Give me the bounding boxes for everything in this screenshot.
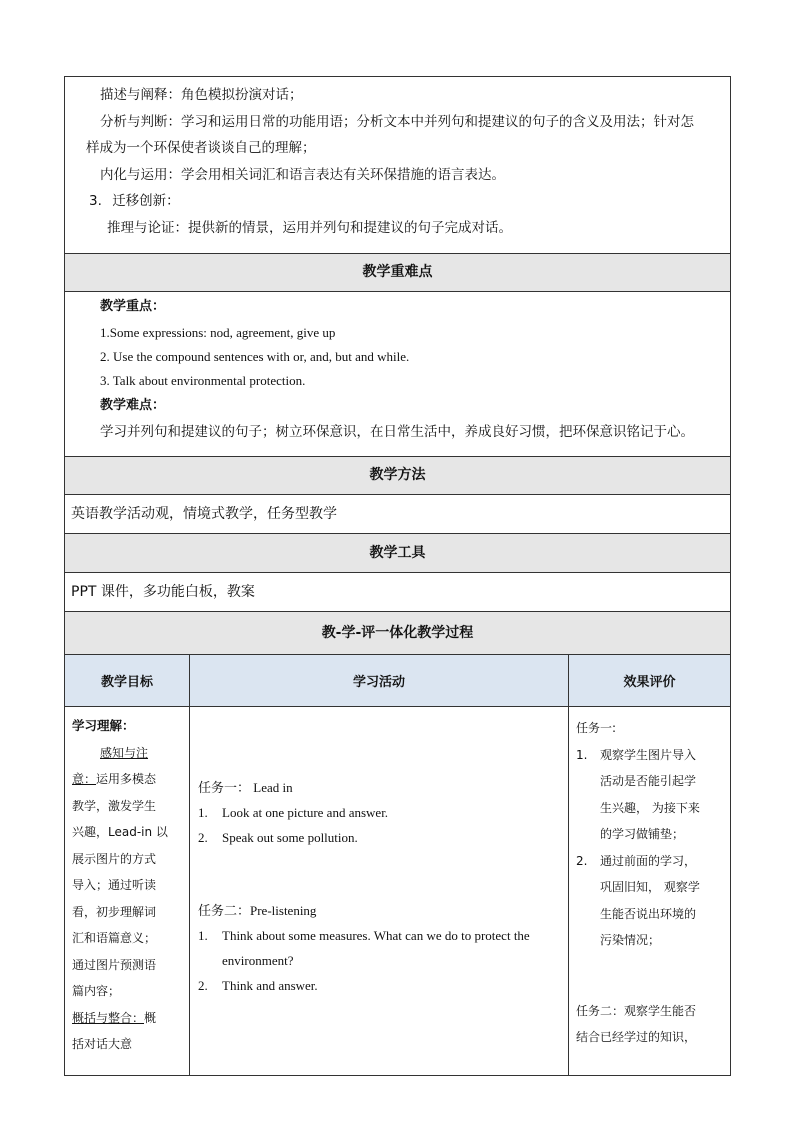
item-title: 迁移创新：	[112, 193, 180, 209]
goals-line: 意：	[72, 772, 97, 786]
objective-line: 内化与运用：学会用相关词汇和语言表达有关环保措施的语言表达。	[100, 166, 505, 183]
item-number: 3.	[89, 193, 102, 209]
eval-item-2: 2. 通过前面的学习， 巩固旧知， 观察学 生能否说出环境的 污染情况；	[576, 853, 700, 947]
goals-line: 看，初步理解词	[72, 904, 157, 919]
goals-title: 学习理解：	[72, 718, 135, 733]
tools-text: PPT 课件，多功能白板，教案	[65, 573, 731, 612]
focus-item: 2. Use the compound sentences with or, and, but and while.	[100, 348, 410, 364]
goals-line: 概	[144, 1010, 157, 1025]
task1-title: 任务一： Lead in	[198, 780, 293, 795]
objective-line: 样成为一个环保使者谈谈自己的理解；	[86, 140, 316, 156]
task2-item: 2. Think and answer.	[198, 978, 318, 993]
column-header-evaluation: 效果评价	[569, 655, 731, 707]
evaluation-cell	[569, 707, 731, 1076]
eval-task1: 任务一:	[576, 721, 617, 735]
task1-item: 1. Look at one picture and answer.	[198, 805, 389, 820]
methods-row	[65, 495, 731, 534]
goals-line: 兴趣，Lead-in 以	[72, 825, 168, 839]
section-header: 教-学-评一体化教学过程	[65, 612, 731, 655]
methods-header-row	[65, 457, 731, 495]
goals-line: 篇内容；	[72, 984, 121, 998]
tools-header-row	[65, 534, 731, 573]
process-columns-row	[65, 655, 731, 707]
goals-line: 通过图片预测语	[72, 957, 157, 972]
section-header: 教学重难点	[65, 254, 731, 292]
goals-line: 教学，激发学生	[72, 798, 157, 813]
tools-row	[65, 573, 731, 612]
lesson-plan-table	[64, 76, 731, 1076]
goals-line: 展示图片的方式	[72, 851, 157, 866]
difficulty-text: 学习并列句和提建议的句子；树立环保意识，在日常生活中，养成良好习惯，把环保意识铭记于心。	[100, 424, 694, 440]
focus-item: 3. Talk about environmental protection.	[100, 372, 306, 388]
eval-task2: 结合已经学过的知识，	[576, 1030, 697, 1044]
goals-line: 感知与注	[100, 745, 149, 760]
objectives-continued-row	[65, 77, 731, 254]
task2-item: 1. Think about some measures. What can we do to protect the	[198, 928, 530, 943]
methods-text: 英语教学活动观，情境式教学，任务型教学	[65, 495, 731, 534]
objective-line: 分析与判断：学习和运用日常的功能用语；分析文本中并列句和提建议的句子的含义及用法；针对怎	[100, 113, 694, 130]
goals-line: 导入；通过听读	[72, 878, 157, 892]
goals-cell	[65, 707, 190, 1076]
focus-item: 1.Some expressions: nod, agreement, give up	[100, 324, 336, 340]
key-points-header-row	[65, 254, 731, 292]
goals-line: 括对话大意	[72, 1037, 133, 1051]
eval-item-1: 1. 观察学生图片导入 活动是否能引起学 生兴趣， 为接下来 的学习做铺垫；	[576, 747, 700, 841]
process-content-row	[65, 707, 731, 1076]
section-header: 教学工具	[65, 534, 731, 573]
eval-task2: 任务二：观察学生能否	[576, 1003, 697, 1018]
key-points-row	[65, 292, 731, 457]
difficulty-label: 教学难点：	[100, 397, 166, 413]
goals-line: 概括与整合：	[72, 1010, 145, 1025]
column-header-goals: 教学目标	[65, 655, 190, 707]
task2-title: 任务二：Pre-listening	[198, 903, 317, 918]
task2-item: environment?	[222, 953, 294, 968]
goals-line: 运用多模态	[96, 772, 157, 786]
objective-line: 推理与论证：提供新的情景，运用并列句和提建议的句子完成对话。	[107, 219, 512, 236]
objective-line: 描述与阐释：角色模拟扮演对话；	[100, 87, 303, 103]
objective-item-3	[65, 188, 730, 215]
task1-item: 2. Speak out some pollution.	[198, 830, 358, 845]
focus-label: 教学重点：	[100, 299, 166, 314]
column-header-activities: 学习活动	[190, 655, 569, 707]
section-header: 教学方法	[65, 457, 731, 495]
goals-line: 汇和语篇意义；	[72, 931, 157, 945]
lesson-plan-page	[64, 76, 730, 1076]
process-header-row	[65, 612, 731, 655]
activities-cell	[190, 707, 569, 1076]
